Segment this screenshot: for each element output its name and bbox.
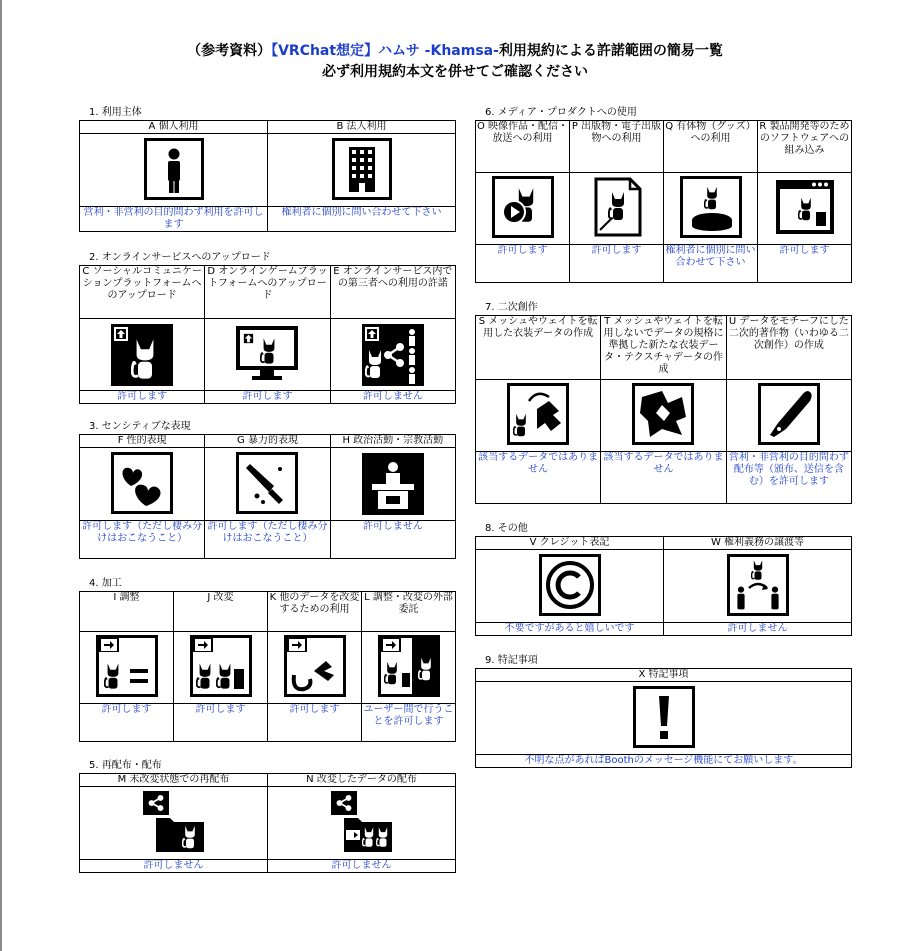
document-icon: [586, 176, 648, 241]
col-header: C ソーシャルコミュニケーションプラットフォームへのアップロード: [80, 266, 205, 319]
col-header: B 法人利用: [268, 121, 456, 134]
col-header: M 未改変状態での再配布: [80, 774, 268, 787]
col-header: J 改変: [174, 592, 268, 632]
col-header: V クレジット表記: [476, 537, 664, 550]
status-text: 許可します（ただし棲み分けはおこなうこと）: [205, 521, 330, 559]
status-text: 権利者に個別に問い合わせて下さい: [268, 207, 456, 232]
section-title: 9. 特記事項: [485, 655, 538, 666]
section-other: [475, 522, 852, 636]
status-text: 許可します: [268, 704, 362, 742]
col-header: U データをモチーフにした二次的著作物（いわゆる二次創作）の作成: [726, 316, 851, 380]
col-header: X 特記事項: [476, 669, 852, 682]
pen-nib-icon: [758, 383, 820, 448]
status-text: 許可します: [80, 704, 174, 742]
section-title: 5. 再配布・配布: [89, 760, 162, 771]
section-media-product: [475, 106, 852, 283]
page-subtitle: 必ず利用規約本文を併せてご確認ください: [322, 64, 588, 80]
section-online-upload: [79, 251, 456, 404]
share-to-users-icon: [362, 324, 424, 386]
col-header: Q 有体物（グッズ）への利用: [664, 121, 758, 173]
col-header: L 調整・改変の外部委託: [362, 592, 456, 632]
section-processing: [79, 577, 456, 742]
office-building-icon: [332, 138, 392, 203]
col-header: D オンラインゲームプラットフォームへのアップロード: [205, 266, 330, 319]
col-header: I 調整: [80, 592, 174, 632]
upload-avatar-icon: [111, 324, 173, 386]
col-header: W 権利義務の譲渡等: [664, 537, 852, 550]
section-usage-subject: [79, 106, 456, 232]
page-left-border: [0, 0, 2, 951]
status-text: 許可しません: [664, 623, 852, 636]
status-text: 許可します: [174, 704, 268, 742]
status-text: 該当するデータではありません: [601, 452, 726, 504]
status-text: 許可しません: [330, 521, 455, 559]
section-title: 4. 加工: [89, 578, 122, 589]
reuse-parts-icon: [284, 635, 346, 700]
status-text: 営利・非営利の目的問わず配布等（頒布、送信を含む）を許可します: [726, 452, 851, 504]
section-title: 8. その他: [485, 523, 528, 534]
status-text: 許可します: [80, 391, 205, 404]
hearts-icon: [111, 452, 173, 517]
status-text: 許可します: [570, 245, 664, 283]
col-header: A 個人利用: [80, 121, 268, 134]
section-title: 7. 二次創作: [485, 302, 538, 313]
status-text: 許可します（ただし棲み分けはおこなうこと）: [80, 521, 205, 559]
status-text: 許可しません: [330, 391, 455, 404]
software-window-icon: [774, 176, 836, 241]
status-text: 該当するデータではありません: [476, 452, 601, 504]
status-text: 不要ですがあると嬉しいです: [476, 623, 664, 636]
video-play-icon: [492, 176, 554, 241]
transfer-rights-icon: [727, 554, 789, 619]
outsource-icon: [378, 635, 440, 700]
person-icon: [144, 138, 204, 203]
section-title: 2. オンラインサービスへのアップロード: [89, 252, 271, 263]
figure-goods-icon: [680, 176, 742, 241]
col-header: R 製品開発等のためのソフトウェアへの組み込み: [758, 121, 852, 173]
col-header: T メッシュやウェイトを転用しないでデータの規格に準拠した新たな衣装データ・テクスチャデータの作成: [601, 316, 726, 380]
status-text: 許可します: [758, 245, 852, 283]
podium-icon: [362, 453, 424, 515]
section-redistribution: [79, 759, 456, 873]
section-sensitive-expression: [79, 420, 456, 559]
new-costume-icon: [632, 383, 694, 448]
col-header: E オンラインサービス内での第三者への利用の許諾: [330, 266, 455, 319]
modify-avatars-icon: [190, 635, 252, 700]
section-special-notes: [475, 654, 852, 768]
section-title: 3. センシティブな表現: [89, 421, 191, 432]
adjust-equal-icon: [96, 635, 158, 700]
col-header: K 他のデータを改変するための利用: [268, 592, 362, 632]
page-title: （参考資料）【VRChat想定】ハムサ -Khamsa-利用規約による許諾範囲の簡易一覧: [187, 43, 723, 59]
status-text: 許可しません: [80, 860, 268, 873]
transfer-costume-icon: [507, 383, 569, 448]
col-header: F 性的表現: [80, 435, 205, 448]
col-header: P 出版物・電子出版物への利用: [570, 121, 664, 173]
col-header: N 改変したデータの配布: [268, 774, 456, 787]
exclamation-icon: [633, 686, 695, 751]
col-header: S メッシュやウェイトを転用した衣装データの作成: [476, 316, 601, 380]
share-folder-icon: [142, 790, 206, 857]
status-text: 不明な点があればBoothのメッセージ機能にてお願いします。: [476, 755, 852, 768]
status-text: 許可します: [205, 391, 330, 404]
col-header: H 政治活動・宗教活動: [330, 435, 455, 448]
share-modified-folder-icon: [330, 790, 394, 857]
status-text: 営利・非営利の目的問わず利用を許可します: [80, 207, 268, 232]
col-header: G 暴力的表現: [205, 435, 330, 448]
status-text: 権利者に個別に問い合わせて下さい: [664, 245, 758, 283]
copyright-icon: [539, 554, 601, 619]
section-title: 6. メディア・プロダクトへの使用: [485, 107, 637, 118]
status-text: 許可しません: [268, 860, 456, 873]
section-title: 1. 利用主体: [89, 107, 142, 118]
section-derivative-works: [475, 301, 852, 504]
col-header: O 映像作品・配信・放送への利用: [476, 121, 570, 173]
status-text: ユーザー間で行うことを許可します: [362, 704, 456, 742]
upload-monitor-icon: [234, 322, 300, 387]
knife-icon: [236, 452, 298, 517]
status-text: 許可します: [476, 245, 570, 283]
